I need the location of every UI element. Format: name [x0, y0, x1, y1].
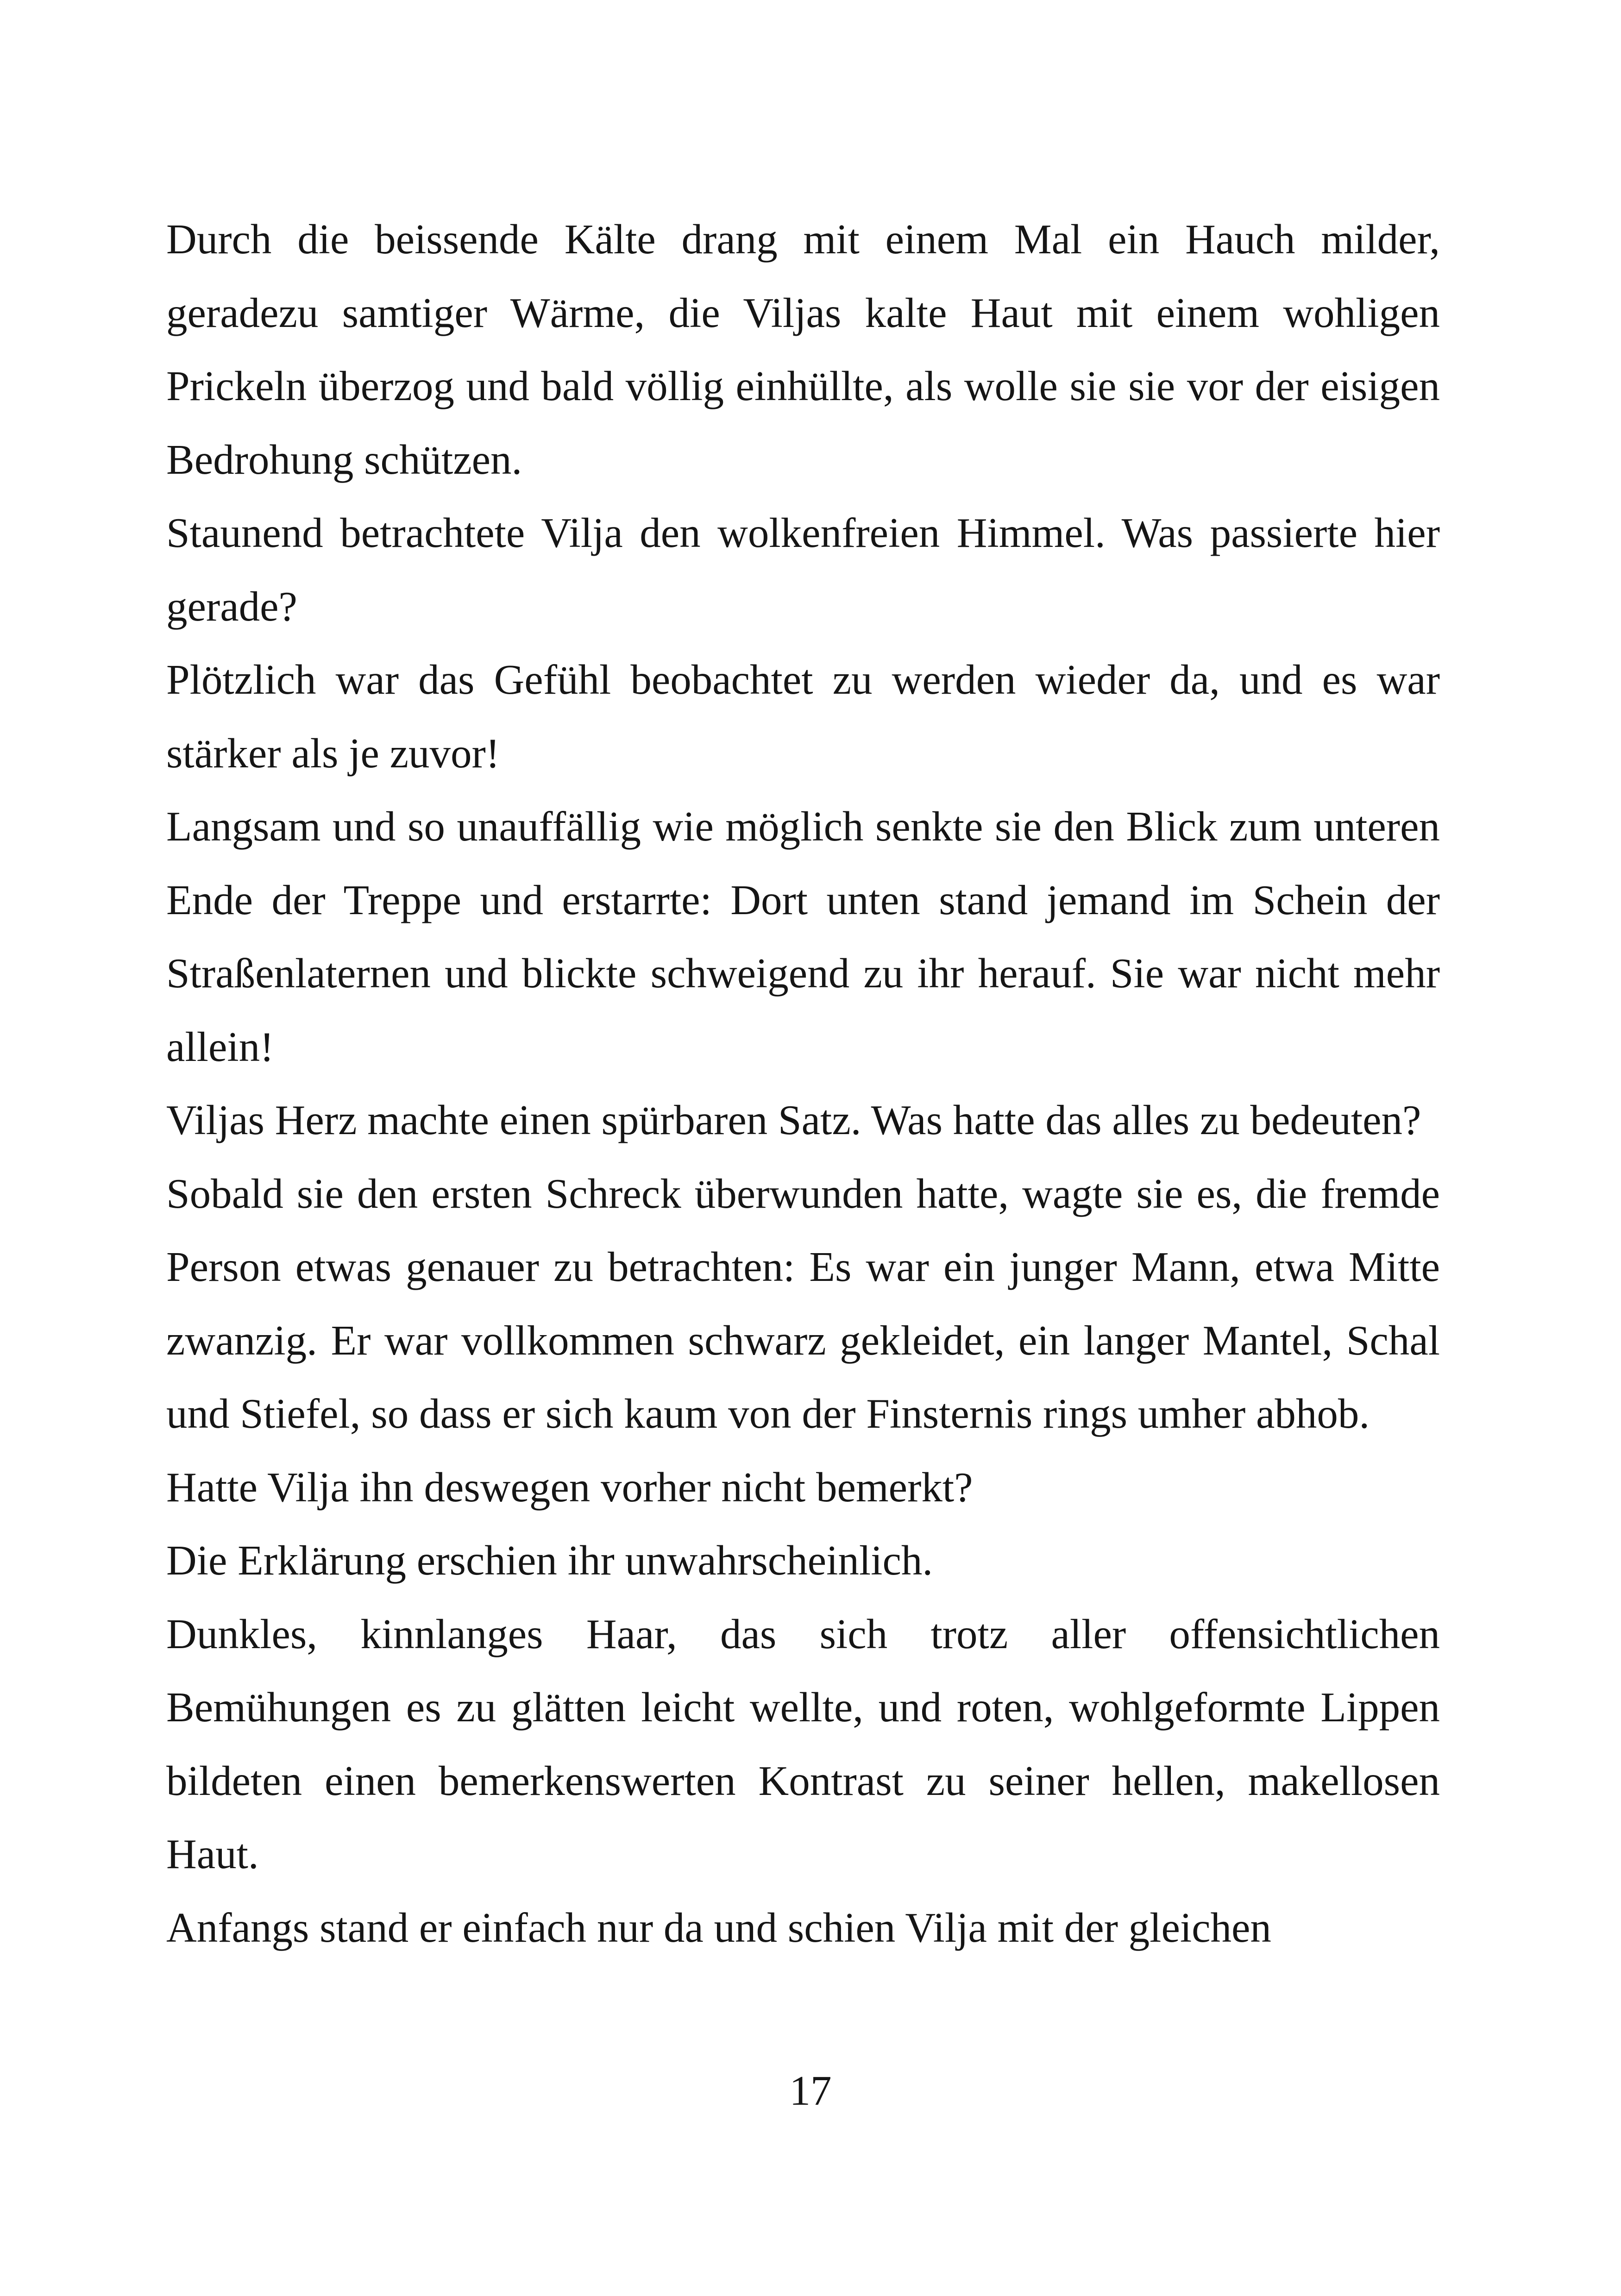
paragraph-1: Durch die beissende Kälte drang mit einem Mal ein Hauch milder, geradezu samtiger Wärme, die Viljas kalte Haut mit einem wohligen Prickeln überzog und bald völlig einhüllte, als wolle sie sie vor der eisigen Bedrohung schützen. — [166, 216, 1440, 483]
paragraph-10: Anfangs stand er einfach nur da und schien Vilja mit der gleichen — [166, 1904, 1271, 1951]
paragraph-8: Die Erklärung erschien ihr unwahrscheinlich. — [166, 1537, 933, 1584]
paragraph-5: Viljas Herz machte einen spürbaren Satz. Was hatte das alles zu bedeuten? — [166, 1097, 1421, 1143]
paragraph-9: Dunkles, kinnlanges Haar, das sich trotz aller offensichtlichen Bemühungen es zu glätten leicht wellte, und roten, wohlgeformte Lippen bildeten einen bemerkenswerten Kontrast zu seiner hellen, makellosen Haut. — [166, 1610, 1440, 1877]
paragraph-6: Sobald sie den ersten Schreck überwunden hatte, wagte sie es, die fremde Person etwas genauer zu betrachten: Es war ein junger Mann, etwa Mitte zwanzig. Er war vollkommen schwarz gekleidet, ein langer Mantel, Schal und Stiefel, so dass er sich kaum von der Finsternis rings umher abhob. — [166, 1170, 1440, 1437]
paragraph-7: Hatte Vilja ihn deswegen vorher nicht bemerkt? — [166, 1463, 973, 1511]
page-number: 17 — [789, 2067, 832, 2114]
paragraph-3: Plötzlich war das Gefühl beobachtet zu werden wieder da, und es war stärker als je zuvor! — [166, 656, 1440, 777]
paragraph-2: Staunend betrachtete Vilja den wolkenfreien Himmel. Was passierte hier gerade? — [166, 509, 1440, 630]
paragraph-4: Langsam und so unauffällig wie möglich senkte sie den Blick zum unteren Ende der Treppe und erstarrte: Dort unten stand jemand im Schein der Straßenlaternen und blickte schweigend zu ihr herauf. Sie war nicht mehr allein! — [166, 803, 1440, 1070]
body-text — [166, 203, 1440, 1964]
